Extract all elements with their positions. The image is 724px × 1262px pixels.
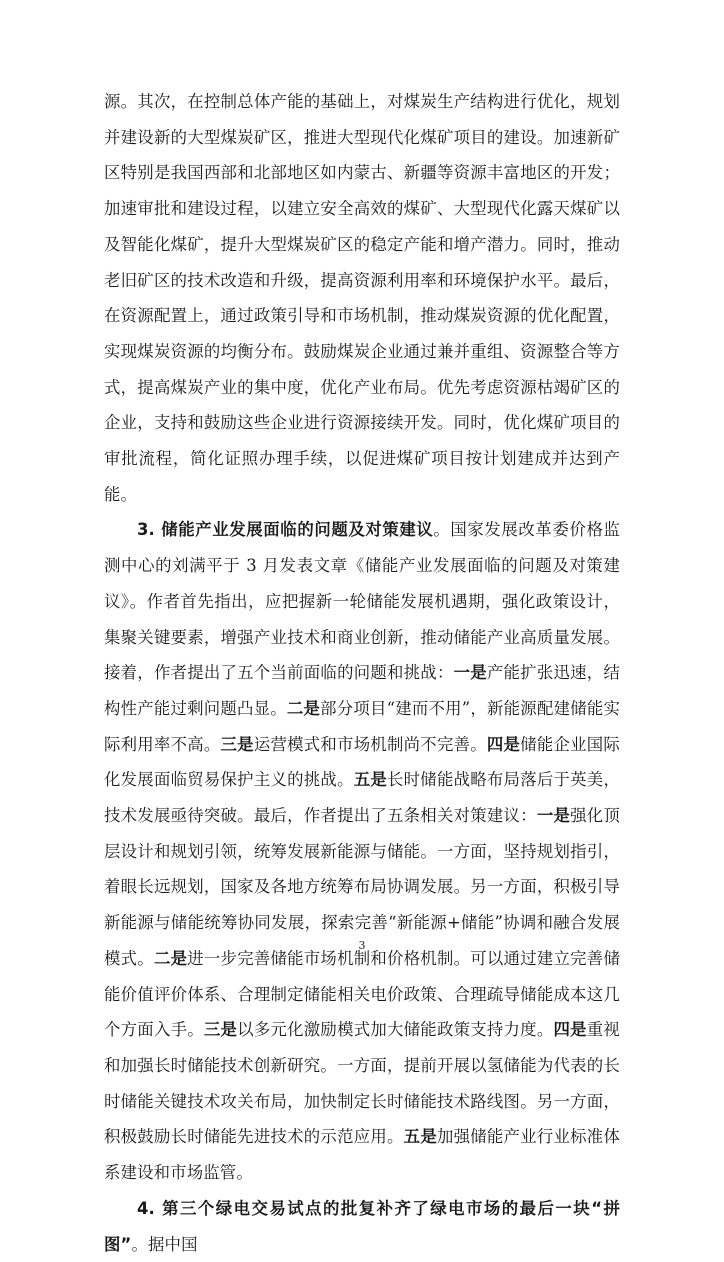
problem-2-text: 部分项目“建而不用”，新能源配建储能实际利用率不高。 — [104, 698, 620, 754]
suggestion-3-marker: 三是 — [203, 1020, 238, 1040]
paragraph-coal-resources: 源。其次，在控制总体产能的基础上，对煤炭生产结构进行优化，规划并建设新的大型煤炭矿区，推进大型现代化煤矿项目的建设。加速新矿区特别是我国西部和北部地区如内蒙古、新疆等资源丰富地区的开发；加速审批和建设过程，以建立安全高效的煤矿、大型现代化露天煤矿以及智能化煤矿，提升大型煤炭矿区的稳定产能和增产潜力。同时，推动老旧矿区的技术改造和升级，提高资源利用率和环境保护水平。最后，在资源配置上，通过政策引导和市场机制，推动煤炭资源的优化配置，实现煤炭资源的均衡分布。鼓励煤炭企业通过兼并重组、资源整合等方式，提高煤炭产业的集中度，优化产业布局。优先考虑资源枯竭矿区的企业，支持和鼓励这些企业进行资源接续开发。同时，优化煤矿项目的审批流程，简化证照办理手续，以促进煤矿项目按计划建成并达到产能。 — [104, 92, 620, 504]
suggestion-1-text: 强化顶层设计和规划引领，统筹发展新能源与储能。一方面，坚持规划指引，着眼长远规划，国家及各地方统筹布局协调发展。另一方面，积极引导新能源与储能统筹协同发展，探索完善“新能源+储能”协调和融合发展模式。 — [104, 806, 620, 968]
problem-1-marker: 一是 — [453, 663, 487, 683]
problem-3-text: 运营模式和市场机制尚不完善。 — [253, 734, 487, 754]
suggestion-1-marker: 一是 — [536, 806, 571, 826]
suggestion-4-marker: 四是 — [553, 1020, 587, 1040]
problem-3-marker: 三是 — [220, 734, 254, 754]
suggestion-3-text: 以多元化激励模式加大储能政策支持力度。 — [237, 1020, 554, 1040]
problem-1-text: 产能扩张迅速，结构性产能过剩问题凸显。 — [104, 663, 620, 718]
problem-5-text: 长时储能战略布局落后于英美，技术发展亟待突破。最后，作者提出了五条相关对策建议： — [104, 770, 620, 826]
suggestion-5-marker: 五是 — [403, 1127, 437, 1147]
suggestion-2-marker: 二是 — [153, 948, 188, 968]
page-number: 3 — [358, 939, 366, 952]
paragraph-green-power — [104, 1191, 620, 1262]
section-intro: 。国家发展改革委价格监测中心的刘满平于 3 月发表文章《储能产业发展面临的问题及对策建议》。作者首先指出，应把握新一轮储能发展机遇期，强化政策设计，集聚关键要素，增强产业技术和商业创新，推动储能产业高质量发展。接着，作者提出了五个当前面临的问题和挑战： — [104, 520, 621, 683]
problem-5-marker: 五是 — [353, 770, 388, 790]
paragraph-energy-storage — [104, 512, 620, 1190]
section-green-power-text: 。据中国 — [131, 1234, 198, 1254]
suggestion-5-text: 加强储能产业行业标准体系建设和市场监管。 — [104, 1127, 620, 1183]
problem-4-text: 储能企业国际化发展面临贸易保护主义的挑战。 — [104, 734, 620, 790]
section-heading-green-power: 4. 第三个绿电交易试点的批复补齐了绿电市场的最后一块“拼图” — [104, 1198, 620, 1254]
document-body — [104, 84, 620, 1262]
problem-2-marker: 二是 — [286, 698, 321, 718]
problem-4-marker: 四是 — [486, 734, 521, 754]
suggestion-4-text: 重视和加强长时储能技术创新研究。一方面，提前开展以氢储能为代表的长时储能关键技术攻关布局，加快制定长时储能技术路线图。另一方面，积极鼓励长时储能先进技术的示范应用。 — [104, 1020, 620, 1147]
suggestion-2-text: 进一步完善储能市场机制和价格机制。可以通过建立完善储能价值评价体系、合理制定储能相关电价政策、合理疏导储能成本这几个方面入手。 — [104, 948, 620, 1040]
section-heading-energy-storage: 3. 储能产业发展面临的问题及对策建议 — [137, 520, 434, 540]
